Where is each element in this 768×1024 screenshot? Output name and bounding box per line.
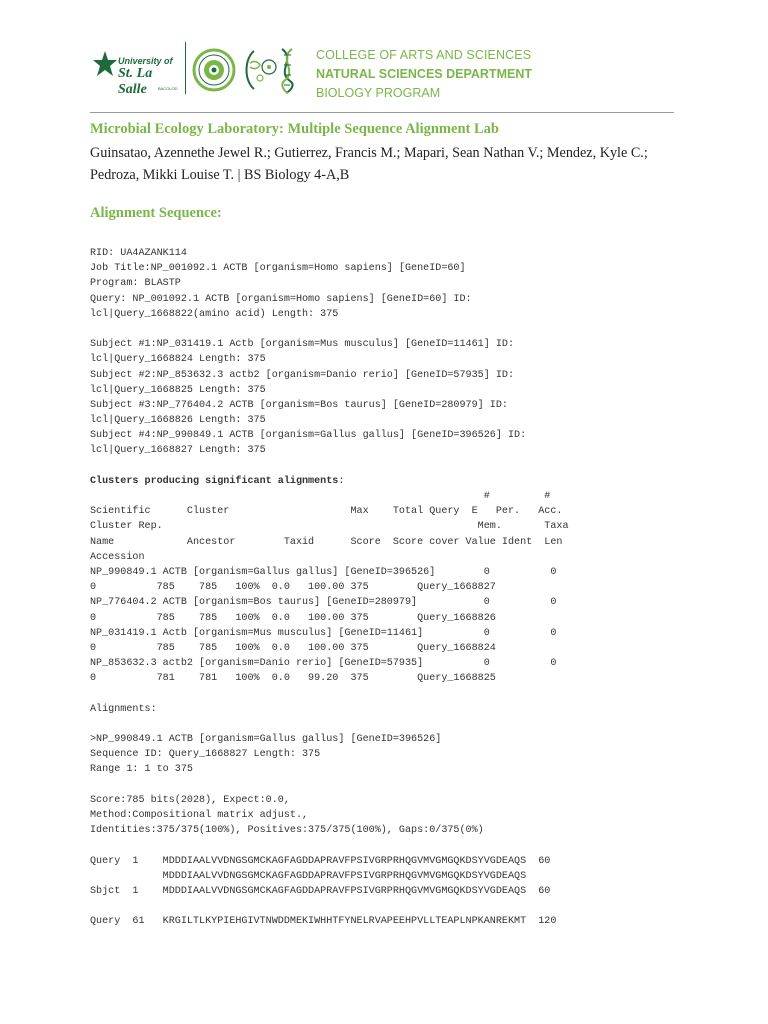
program-name: BIOLOGY PROGRAM: [316, 86, 441, 100]
report-line: Subject #4:NP_990849.1 ACTB [organism=Gallus gallus] [GeneID=396526] ID:: [90, 430, 527, 442]
report-line: [90, 322, 569, 337]
university-logo: [92, 48, 180, 97]
report-line: lcl|Query_1668825 Length: 375: [90, 384, 266, 396]
report-line: MDDDIAALVVDNGSGMCKAGFAGDDAPRAVFPSIVGRPRHQGVMVGMGQKDSYVGDEAQS: [90, 870, 527, 882]
header-logos: [92, 42, 672, 100]
report-line: lcl|Query_1668826 Length: 375: [90, 415, 266, 427]
report-line: [90, 686, 569, 701]
university-line3: BACOLOD: [158, 86, 178, 91]
university-line1: University of: [118, 56, 173, 66]
college-name: COLLEGE OF ARTS AND SCIENCES: [316, 48, 532, 62]
logo-divider: [185, 42, 186, 94]
report-line: Query 1 MDDDIAALVVDNGSGMCKAGFAGDDAPRAVFPSIVGRPRHQGVMVGMGQKDSYVGDEAQS 60: [90, 855, 551, 867]
report-line: >NP_990849.1 ACTB [organism=Gallus gallus] [GeneID=396526]: [90, 734, 442, 745]
section-heading: Alignment Sequence:: [90, 205, 222, 221]
blast-report: [90, 246, 569, 929]
report-line: [90, 899, 569, 914]
report-line: Scientific Cluster Max Total Query E Per. Acc.: [90, 506, 563, 518]
authors-line: Guinsatao, Azennethe Jewel R.; Gutierrez, Francis M.; Mapari, Sean Nathan V.; Mendez, Kyle C.; Pedroza, Mikki Louise T. | BS Biology 4-A,B: [90, 145, 648, 183]
report-line: lcl|Query_1668824 Length: 375: [90, 354, 266, 366]
report-line: Subject #3:NP_776404.2 ACTB [organism=Bos taurus] [GeneID=280979] ID:: [90, 399, 508, 411]
report-line: 0 785 785 100% 0.0 100.00 375 Query_1668826: [90, 612, 496, 624]
report-line: [90, 778, 569, 793]
report-line: Name Ancestor Taxid Score Score cover Value Ident Len: [90, 536, 563, 548]
report-line: Program: BLASTP: [90, 278, 181, 290]
report-line: 0 785 785 100% 0.0 100.00 375 Query_1668824: [90, 642, 496, 654]
document-title: Microbial Ecology Laboratory: Multiple Sequence Alignment Lab: [90, 121, 499, 137]
report-line: 0 781 781 100% 0.0 99.20 375 Query_1668825: [90, 673, 496, 685]
report-line: Sbjct 1 MDDDIAALVVDNGSGMCKAGFAGDDAPRAVFPSIVGRPRHQGVMVGMGQKDSYVGDEAQS 60: [90, 885, 551, 897]
report-line: NP_776404.2 ACTB [organism=Bos taurus] [GeneID=280979] 0 0: [90, 597, 557, 609]
report-line: Alignments:: [90, 703, 157, 715]
department-block: [316, 46, 532, 103]
report-line: Query: NP_001092.1 ACTB [organism=Homo sapiens] [GeneID=60] ID:: [90, 293, 472, 305]
report-line: NP_853632.3 actb2 [organism=Danio rerio] [GeneID=57935] 0 0: [90, 658, 557, 670]
report-line: Subject #1:NP_031419.1 Actb [organism=Mus musculus] [GeneID=11461] ID:: [90, 339, 515, 351]
report-line: [90, 838, 569, 853]
header-rule: [90, 112, 674, 113]
report-line: Range 1: 1 to 375: [90, 764, 193, 776]
report-line: Method:Compositional matrix adjust.,: [90, 809, 309, 821]
report-line: Score:785 bits(2028), Expect:0.0,: [90, 794, 290, 806]
report-line: Accession: [90, 551, 145, 563]
report-line: lcl|Query_1668822(amino acid) Length: 375: [90, 308, 339, 320]
report-line: RID: UA4AZANK114: [90, 248, 187, 259]
report-line: Subject #2:NP_853632.3 actb2 [organism=Danio rerio] [GeneID=57935] ID:: [90, 369, 515, 381]
report-line: Cluster Rep. Mem. Taxa: [90, 521, 569, 533]
report-line: 0 785 785 100% 0.0 100.00 375 Query_1668827: [90, 582, 496, 594]
dna-emblem-icon: [240, 45, 310, 100]
college-seal-icon: [192, 48, 236, 97]
report-line: lcl|Query_1668827 Length: 375: [90, 445, 266, 457]
report-line: Clusters producing significant alignments:: [90, 475, 345, 487]
report-line: [90, 717, 569, 732]
report-line: Job Title:NP_001092.1 ACTB [organism=Homo sapiens] [GeneID=60]: [90, 263, 466, 275]
report-line: [90, 459, 569, 474]
report-line: Identities:375/375(100%), Positives:375/375(100%), Gaps:0/375(0%): [90, 825, 484, 837]
report-line: # #: [90, 491, 551, 502]
university-line2: St. La Salle: [118, 66, 153, 97]
star-icon: [92, 50, 118, 78]
report-line: Query 61 KRGILTLKYPIEHGIVTNWDDMEKIWHHTFYNELRVAPEEHPVLLTEAPLNPKANREKMT 120: [90, 916, 557, 928]
report-line: Sequence ID: Query_1668827 Length: 375: [90, 749, 321, 761]
department-name: NATURAL SCIENCES DEPARTMENT: [316, 67, 532, 81]
report-line: NP_031419.1 Actb [organism=Mus musculus] [GeneID=11461] 0 0: [90, 627, 557, 639]
report-line: NP_990849.1 ACTB [organism=Gallus gallus] [GeneID=396526] 0 0: [90, 566, 557, 578]
